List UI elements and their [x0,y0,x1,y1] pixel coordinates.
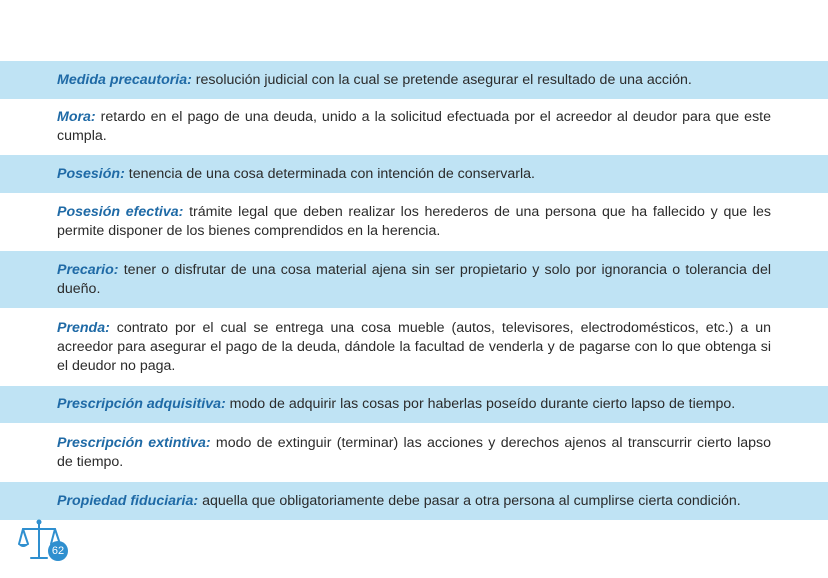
glossary-term: Precario: [57,261,119,278]
glossary-definition: tenencia de una cosa determinada con intención de conservarla. [124,165,535,182]
glossary-definition: trámite legal que deben realizar los herederos de una persona que ha fallecido y que les permite disponer de los bienes comprendidos en la herencia. [57,204,771,239]
page-number-badge: 62 [48,541,68,561]
glossary-term: Prescripción adquisitiva: [57,396,226,412]
glossary-entry [0,251,828,308]
glossary-definition: tener o disfrutar de una cosa material ajena sin ser propietario y solo por ignorancia o tolerancia del dueño. [57,261,771,297]
glossary-definition: aquella que obligatoriamente debe pasar a otra persona al cumplirse cierta condición. [198,492,741,509]
glossary-entry [0,386,828,423]
glossary-definition: retardo en el pago de una deuda, unido a la solicitud efectuada por el acreedor al deudor para que este cumpla. [57,109,771,144]
glossary-term: Medida precautoria: [57,71,192,88]
glossary-entry [0,193,828,251]
glossary-term: Posesión: [57,165,125,182]
glossary-entry [0,482,828,520]
glossary-term: Mora: [57,109,96,125]
glossary-definition: resolución judicial con la cual se pretende asegurar el resultado de una acción. [191,71,692,88]
glossary-definition: modo de adquirir las cosas por haberlas poseído durante cierto lapso de tiempo. [225,396,736,412]
glossary-entry [0,308,828,386]
glossary-entry [0,61,828,99]
glossary-definition: contrato por el cual se entrega una cosa mueble (autos, televisores, electrodomésticos, etc.) a un acreedor para asegurar el pago de la deuda, dándole la facultad de venderla y de pagarse con lo que obtenga si el deudor no paga. [57,319,771,374]
glossary-term: Propiedad fiduciaria: [57,492,199,509]
glossary-term: Prenda: [57,319,110,336]
scales-of-justice-icon [17,518,75,564]
glossary-entry [0,155,828,193]
glossary-entry [0,99,828,155]
glossary-list [0,61,828,520]
glossary-definition: modo de extinguir (terminar) las acciones y derechos ajenos al transcurrir cierto lapso de tiempo. [57,434,771,470]
glossary-entry [0,423,828,482]
glossary-term: Prescripción extintiva: [57,434,211,451]
glossary-term: Posesión efectiva: [57,204,184,220]
